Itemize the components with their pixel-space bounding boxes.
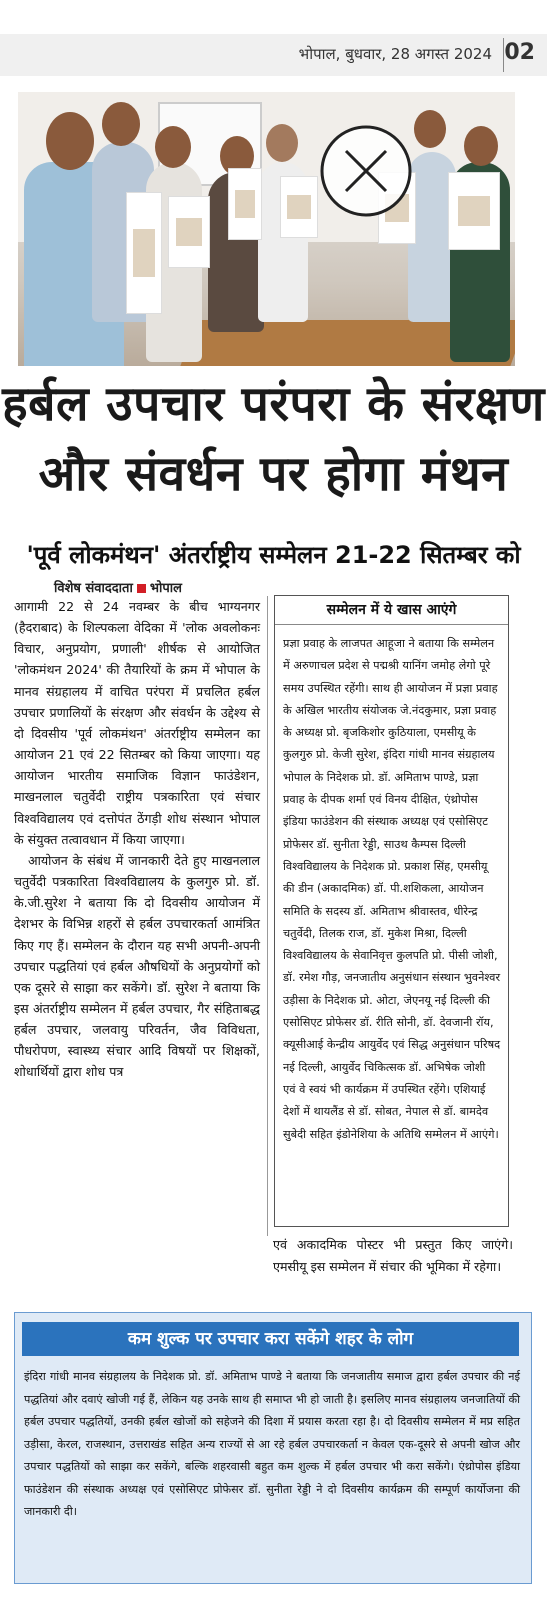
sidebar-box-body: प्रज्ञा प्रवाह के लाजपत आहूजा ने बताया कि सम्मेलन में अरुणाचल प्रदेश से पद्मश्री यानिंग जमोह लेगो पूरे समय उपस्थित रहेंगी। साथ ही आयोजन में प्रज्ञा प्रवाह के अखिल भारतीय संयोजक जे.नंदकुमार, प्रज्ञा प्रवाह के अध्यक्ष प्रो. बृजकिशोर कुठियाला, एमसीयू के कुलगुरु प्रो. केजी सुरेश, इंदिरा गांधी मानव संग्रहालय भोपाल के निदेशक प्रो. डॉ. अमिताभ पाण्डे, प्रज्ञा प्रवाह के दीपक शर्मा एवं विनय दीक्षित, एंथ्रोपोस इंडिया फाउंडेशन की संस्थाक अध्यक्ष एवं एसोसिएट प्रोफेसर डॉ. सुनीता रेड्डी, साउथ कैम्पस दिल्ली विश्वविद्यालय के निदेशक प्रो. प्रकाश सिंह, एमसीयू की डीन (अकादमिक) डॉ. पी.शशिकला, आयोजन समिति के सदस्य डॉ. अमिताभ श्रीवास्तव, धीरेन्द्र चतुर्वेदी, तिलक राज, डॉ. मुकेश मिश्रा, दिल्ली विश्वविद्यालय के सेवानिवृत्त कुलपति प्रो. पीसी जोशी, डॉ. रमेश गौड़, जनजातीय अनुसंधान संस्थान भुवनेश्वर उड़ीसा के निदेशक प्रो. ओटा, जेएनयू नई दिल्ली की एसोसिएट प्रोफेसर डॉ. रीति सोनी, डॉ. देवजानी रॉय, क्यूसीआई केन्द्रीय आयुर्वेद एवं सिद्ध अनुसंधान परिषद नई दिल्ली, आयुर्वेद चिकित्सक डॉ. अभिषेक जोशी एवं वे स्वयं भी कार्यक्रम में उपस्थित रहेंगे। एशियाई देशों में थायलैंड से डॉ. सोबत, नेपाल से डॉ. बामदेव सुबेदी सहित इंडोनेशिया के अतिथि सम्मेलन में आएंगे। — [283, 637, 501, 1141]
sidebar-box — [274, 595, 509, 1227]
person-head — [102, 102, 140, 146]
byline-author: विशेष संवाददाता — [54, 581, 133, 596]
bottom-box-body: इंदिरा गांधी मानव संग्रहालय के निदेशक प्रो. डॉ. अमिताभ पाण्डे ने बताया कि जनजातीय समाज द्वारा हर्बल उपचार की नई पद्धतियां और दवाएं खोजी गई हैं, लेकिन यह उनके साथ ही समाप्त भी हो जाती है। इसलिए मानव संग्रहालय जनजातियों की हर्बल उपचार पद्धतियों, उनकी हर्बल खोजों को सहेजने की दिशा में प्रयास करता रहा है। दो दिवसीय सम्मेलन में मप्र सहित उड़ीसा, केरल, राजस्थान, उत्तराखंड सहित अन्य राज्यों से आ रहे हर्बल उपचारकर्ता न केवल एक-दूसरे से अपनी खोज और उपचार पद्धतियों को साझा कर सकेंगे, बल्कि शहरवासी बहुत कम शुल्क में हर्बल उपचार भी करा सकेंगे। एंथ्रोपोस इंडिया फाउंडेशन की संस्थाक अध्यक्ष एवं एसोसिएट प्रोफेसर डॉ. सुनीता रेड्डी ने दो दिवसीय कार्यक्रम की सम्पूर्ण कार्योजना की जानकारी दी। — [24, 1370, 520, 1518]
headline-line-1: हर्बल उपचार परंपरा के संरक्षण — [2, 376, 545, 432]
sidebar-box-title: सम्मेलन में ये खास आएंगे — [275, 596, 508, 625]
held-poster — [228, 168, 262, 240]
person-head — [155, 126, 191, 168]
byline-square-icon — [137, 584, 146, 593]
person-head — [266, 124, 298, 162]
byline-city: भोपाल — [149, 581, 182, 596]
news-photo — [18, 92, 515, 366]
page-masthead — [0, 0, 547, 95]
page-number: 02 — [504, 40, 535, 65]
close-icon[interactable] — [318, 123, 414, 219]
subheadline: 'पूर्व लोकमंथन' अंतर्राष्ट्रीय सम्मेलन 21-22 सितम्बर को — [26, 541, 521, 569]
article-paragraph: आगामी 22 से 24 नवम्बर के बीच भाग्यनगर (हैदराबाद) के शिल्पकला वेदिका में 'लोक अवलोकनः विचार, अनुप्रयोग, प्रणाली' शीर्षक से आयोजित 'लोकमंथन 2024' की तैयारियों के क्रम में भोपाल के मानव संग्रहालय में वाचित परंपरा में प्रचलित हर्बल उपचार प्रणालियों के संरक्षण और संवर्धन के उद्देश्य से दो दिवसीय 'पूर्व लोकमंथन' अंतर्राष्ट्रीय सम्मेलन का आयोजन 21 एवं 22 सितम्बर को किया जाएगा। यह आयोजन भारतीय समाजिक विज्ञान फाउंडेशन, माखनलाल चतुर्वेदी राष्ट्रीय पत्रकारिता एवं संचार विश्वविद्यालय एवं दत्तोपंत ठेंगड़ी शोध संस्थान भोपाल के संयुक्त तत्वावधान में किया जाएगा। — [14, 599, 260, 847]
headline-line-2: और संवर्धन पर होगा मंथन — [38, 446, 509, 502]
held-poster — [126, 192, 162, 314]
byline — [54, 578, 182, 596]
person-head — [414, 110, 446, 148]
person-head — [46, 112, 94, 170]
bottom-box-title: कम शुल्क पर उपचार करा सकेंगे शहर के लोग — [22, 1322, 519, 1356]
article-body-column — [14, 596, 260, 1083]
held-poster — [168, 196, 210, 268]
article-paragraph: आयोजन के संबंध में जानकारी देते हुए माखनलाल चतुर्वेदी पत्रकारिता विश्वविद्यालय के कुलगुरु प्रो. डॉ. के.जी.सुरेश ने बताया कि दो दिवसीय आयोजन में देशभर के विभिन्न शहरों से हर्बल उपचारकर्ता आमंत्रित किए गए हैं। सम्मेलन के दौरान यह सभी अपनी-अपनी उपचार पद्धतियां एवं हर्बल औषधियों के अनुप्रयोगों को एक दूसरे से साझा कर सकेंगे। डॉ. सुरेश ने बताया कि इस अंतर्राष्ट्रीय सम्मेलन में हर्बल उपचार, गैर संहिताबद्ध हर्बल उपचार, जलवायु परिवर्तन, जैव विविधता, पौधरोपण, स्वास्थ्य संचार आदि विषयों पर शिक्षकों, शोधार्थियों द्वारा शोध पत्र — [14, 852, 260, 1080]
held-poster — [280, 176, 318, 238]
masthead-date: भोपाल, बुधवार, 28 अगस्त 2024 — [298, 45, 492, 63]
column-divider — [267, 596, 268, 1236]
held-poster — [448, 172, 500, 250]
article-continuation: एवं अकादमिक पोस्टर भी प्रस्तुत किए जाएंगे। एमसीयू इस सम्मेलन में संचार की भूमिका में रहेगा। — [273, 1237, 513, 1274]
person-head — [464, 126, 498, 166]
